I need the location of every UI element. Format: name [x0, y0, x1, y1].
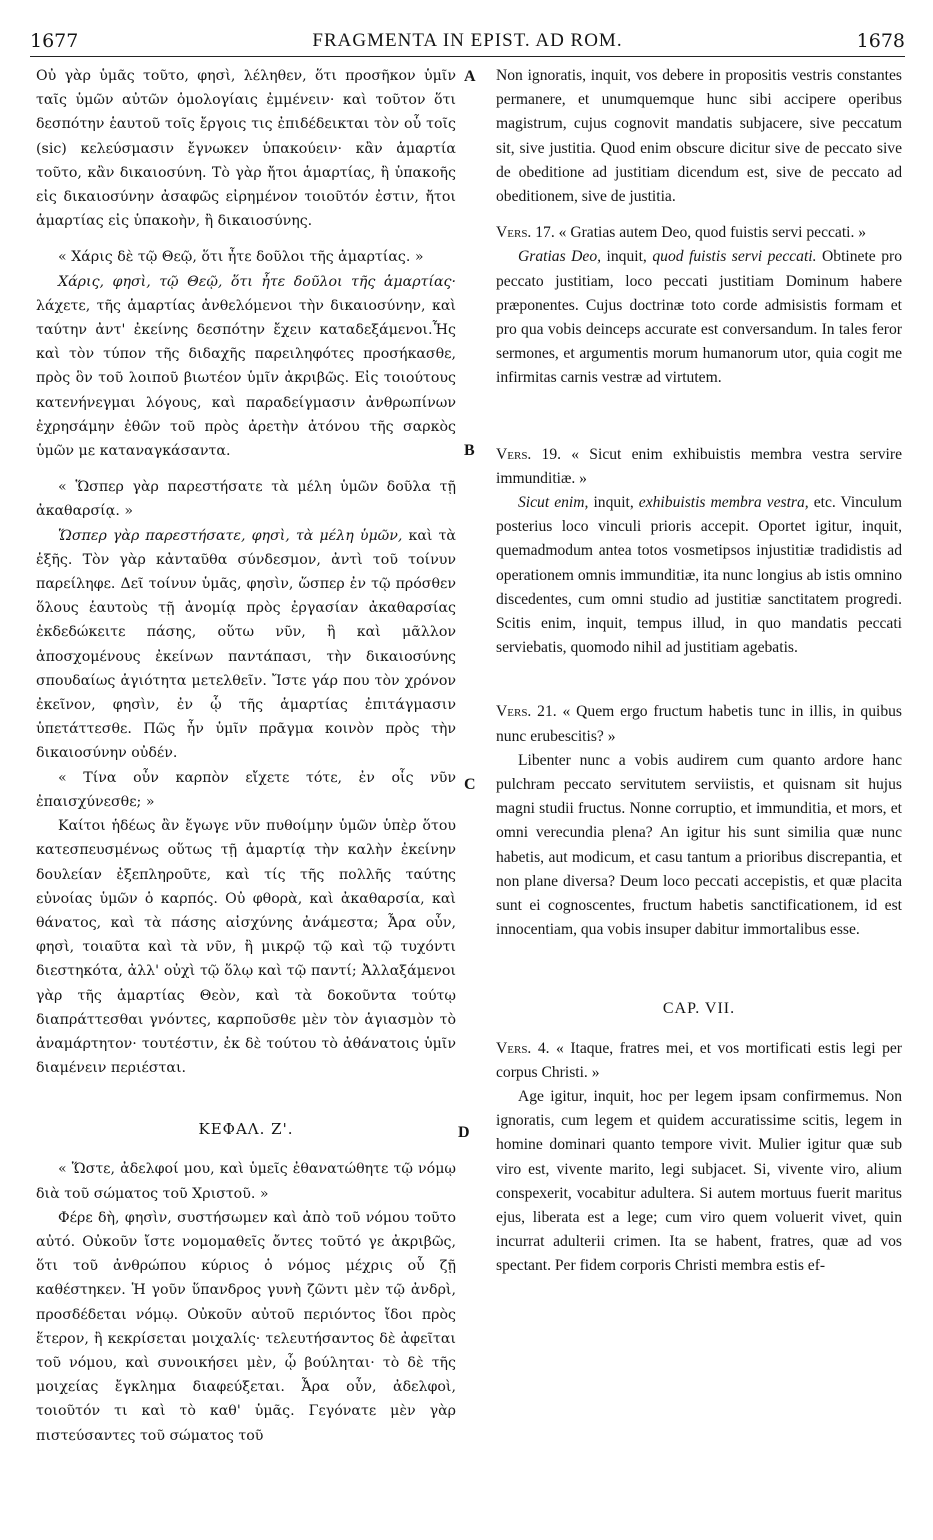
greek-paragraph-2	[36, 270, 456, 464]
greek-column	[36, 64, 456, 1448]
greek-chapter-heading: ΚΕΦΑΛ. Ζ'.	[198, 1120, 294, 1139]
latin-verse-4	[496, 1037, 902, 1085]
latin-inquit-3: inquit,	[588, 494, 639, 512]
margin-marker-d: D	[458, 1124, 470, 1141]
latin-text-3: etc. Vinculum posterius loco vinculi prioris accepit. Oportet igitur, inquit, quemadmodum antea totos vosmetipsos injustitiæ tradidistis ad operationem omnis immunditiæ, ita nunc longius ab istis omnino discedentes, cum omni studio ad justitiæ sanctitatem progredi. Scitis enim, inquit, tempus illud, in quo mandatis peccati serviebatis, quomodo nihil ad justitiam agebatis.	[496, 494, 902, 657]
latin-lemma-2b: quod fuistis servi peccati.	[652, 248, 817, 266]
verse-text-4: « Itaque, fratres mei, et vos mortificati estis legi per corpus Christi. »	[496, 1039, 902, 1081]
greek-paragraph-3	[36, 524, 456, 766]
verse-label-19: Vers. 19.	[496, 445, 562, 463]
greek-quote-5: « Ὥστε, ἀδελφοί μου, καὶ ὑμεῖς ἐθανατώθητε τῷ νόμῳ διὰ τοῦ σώματος τοῦ Χριστοῦ. »	[36, 1161, 456, 1202]
latin-lemma-3b: exhibuistis membra vestra,	[638, 494, 809, 512]
latin-lemma-2: Gratias Deo,	[518, 248, 602, 266]
greek-paragraph-4: Καίτοι ἡδέως ἂν ἔγωγε νῦν πυθοίμην ὑμῶν ὑπὲρ ὅτου κατεσπευσμένως οὕτως τῇ ἁμαρτίᾳ τὴν καλὴν ἐκείνην δουλείαν ἐξεπληροῦτε, καὶ τίς τῆς πολλῆς ταύτης εὐνοίας ὑμῶν ὁ καρπός. Οὐ φθορὰ, καὶ ἀκαθαρσία, καὶ θάνατος, καὶ τὰ πάσης αἰσχύνης ἀνάμεστα; Ἆρα οὖν, φησὶ, τοιαῦτα καὶ τὰ νῦν, ἢ μικρῷ τῷ καὶ τῷ τυχόντι διεστηκότα, ἀλλ' οὐχὶ τῷ ὅλῳ καὶ τῷ παντί; Ἀλλαξάμενοι γὰρ τῆς ἁμαρτίας Θεὸν, καὶ τὰ δοκοῦντα τούτῳ διαπράττεσθαι γνόντες, καρποῦσθε μὲν τὸν ἁγιασμὸν τὸ ἀναμάρτητον· τουτέστιν, ἐκ δὲ τούτου τὸ ἀθάνατοις ὑμῖν διαμένειν περιέσται.	[36, 818, 456, 1077]
latin-paragraph-2	[496, 245, 902, 390]
margin-marker-a: A	[464, 68, 476, 85]
greek-lemma-3: Ὥσπερ γὰρ παρεστήσατε, φησὶ, τὰ μέλη ὑμῶν,	[58, 527, 403, 544]
greek-lemma-2: Χάρις, φησὶ, τῷ Θεῷ, ὅτι ἦτε δοῦλοι τῆς ἁμαρτίας·	[58, 273, 456, 290]
running-title: FRAGMENTA IN EPIST. AD ROM.	[312, 30, 623, 51]
greek-quote-4: « Τίνα οὖν καρπὸν εἴχετε τότε, ἐν οἷς νῦν ἐπαισχύνεσθε; »	[36, 769, 456, 810]
latin-paragraph-4: Libenter nunc a vobis audirem cum quanto ardore hanc pulchram peccato servitutem serviistis, et quisnam sit hujus magni studii fructus. Nonne corruptio, et immunditia, et mors, et omni verecundia plena? An igitur his sunt similia quæ nunc habetis, aut modicum, et casu tantum a prioribus discrepantia, et non plane diversa? Deum loco peccati accepistis, et quæ placita sunt ei cognoscentes, fructum habetis sanctificationem, id est innocentiam, qua vobis insuper dabitur immortalibus esse.	[496, 751, 902, 939]
latin-verse-21	[496, 700, 902, 748]
verse-label-4: Vers. 4.	[496, 1039, 550, 1057]
page-number-left: 1677	[30, 30, 79, 52]
running-header	[30, 30, 905, 57]
page-number-right: 1678	[856, 30, 905, 52]
greek-quote-2: « Χάρις δὲ τῷ Θεῷ, ὅτι ἦτε δοῦλοι τῆς ἁμαρτίας. »	[58, 249, 424, 266]
latin-paragraph-1: Non ignoratis, inquit, vos debere in propositis vestris constantes permanere, et unumquemque hunc sibi accipere operibus magistrum, cujus cognovit mandatis subjacere, sive peccatum sit, sive justitia. Quod enim obscure dicitur sive de peccato sive de obeditione ad justitiam dicendum est, sive de peccato ad obeditionem, sive de justitia.	[496, 67, 902, 206]
margin-marker-b: B	[464, 442, 475, 459]
greek-paragraph-1: Οὐ γὰρ ὑμᾶς τοῦτο, φησὶ, λέληθεν, ὅτι προσῆκον ὑμῖν ταῖς ὑμῶν αὐτῶν ὁμολογίαις ἐμμένειν· καὶ τοῦτον ὅτι δεσπότην ἑαυτοῦ τοῖς ἔργοις τις ἐπιδέδεικται τὸν οὗ τοῖς (sic) κελεύσμασιν ἔγνωκεν ὑπακούειν· κἂν ἁμαρτία τοῦτο, κἂν δικαιοσύνη. Τὸ γὰρ ἤτοι ἁμαρτίας, ἢ ὑπακοῆς εἰς δικαιοσύνην ἀσαφῶς εἰρημένον τοιοῦτόν ἐστιν, ἤτοι ἁμαρτίας εἰς ὑπακοὴν, ἢ δικαιοσύνης.	[36, 68, 456, 230]
latin-inquit-2: inquit,	[601, 248, 653, 266]
latin-chapter-heading: CAP. VII.	[662, 999, 736, 1017]
latin-paragraph-5: Age igitur, inquit, hoc per legem ipsam confirmemus. Non ignoratis, cum legem et quidem accuratissime scitis, legem in homine dominari quanto tempore vivit. Mulier igitur quæ sub viro est, vivente marito, legi subjacet. Si, vivente viro, alium conspexerit, vocabitur adultera. Si autem mortuus fuerit maritus ejus, liberata est a lege; cum viro quem voluerit vivet, quin incurrat adulterii crimen. Ita se habent, fratres, quæ ad vos spectant. Per fidem corporis Christi membra estis ef-	[496, 1087, 902, 1275]
latin-lemma-3: Sicut enim,	[518, 494, 589, 512]
verse-text-17: « Gratias autem Deo, quod fuistis servi peccati. »	[554, 224, 867, 242]
verse-text-19: « Sicut enim exhibuistis membra vestra servire immunditiæ. »	[496, 445, 902, 487]
latin-verse-17	[496, 221, 902, 245]
greek-text-2: λάχετε, τῆς ἁμαρτίας ἀνθελόμενοι τὴν δικαιοσύνην, καὶ ταύτην ἀντ' ἐκείνης δεσπότην ἔχειν καταδεξάμενοι.Ἧς καὶ τὸν τύπον τῆς διδαχῆς παρειληφότες προσήκασθε, πρὸς ὃν τοῦ λοιποῦ βιωτέον ὑμῖν ἀκριβῶς. Εἰς τοιούτους κατενήνεγμαι λόγους, καὶ παραδείγμασιν ἀνθρωπίνων ἐχρησάμην ἐθῶν τοῦ πρὸς ἀρετὴν ἀτόνου τῆς σαρκὸς ὑμῶν με καταναγκάσαντα.	[36, 297, 456, 460]
greek-quote-3: « Ὥσπερ γὰρ παρεστήσατε τὰ μέλη ὑμῶν δοῦλα τῇ ἀκαθαρσίᾳ. »	[36, 479, 456, 520]
verse-label-17: Vers. 17.	[496, 224, 555, 242]
latin-verse-19	[496, 443, 902, 491]
verse-label-21: Vers. 21.	[496, 703, 557, 721]
greek-text-3: καὶ τὰ ἑξῆς. Τὸν γὰρ κἀνταῦθα σύνδεσμον, ἀντὶ τοῦ τοίνυν παρείληφε. Δεῖ τοίνυν ὑμᾶς, φησὶν, ὥσπερ ἐν τῷ πρόσθεν ὅλους ἑαυτοὺς τῇ ἀνομίᾳ πρὸς ἐργασίαν ἀκαθαρσίας ἐκδεδώκειτε πάσης, οὕτω νῦν, ἢ καὶ μᾶλλον ἀποσχομένους ἐκείνων παντάπασι, τὴν δικαιοσύνης σπουδαίως ἁγιότητα μετελθεῖν. Ἴστε γάρ που τὸν χρόνον ἐκεῖνον, φησὶν, ἐν ᾧ τῆς ἁμαρτίας ἐπιτάγμασιν ὑπετάττεσθε. Πῶς ἦν ὑμῖν πρᾶγμα κοινὸν πρὸς τὴν δικαιοσύνην οὐδέν.	[36, 527, 456, 762]
greek-paragraph-5: Φέρε δὴ, φησὶν, συστήσωμεν καὶ ἀπὸ τοῦ νόμου τοῦτο αὐτό. Οὐκοῦν ἴστε νομομαθεῖς ὄντες τοῦτό γε ἀκριβῶς, ὅτι τοῦ ἀνθρώπου κύριος ὁ νόμος μέχρις οὗ ζῇ καθέστηκεν. Ἡ γοῦν ὕπανδρος γυνὴ ζῶντι μὲν τῷ ἀνδρὶ, προσδέδεται νόμῳ. Οὐκοῦν αὐτοῦ περιόντος ἴδοι πρὸς ἕτερον, ἢ κεκρίσεται μοιχαλίς· τελευτήσαντος δὲ ἀφεῖται τοῦ νόμου, καὶ συνοικήσει μὲν, ᾧ βούληται· τὸ δὲ τῆς μοιχείας ἔγκλημα διαφεύξεται. Ἆρα οὖν, ἀδελφοὶ, τοιοῦτόν τι καὶ τὸ καθ' ὑμᾶς. Γεγόνατε μὲν γὰρ πιστεύσαντες τοῦ σώματος τοῦ	[36, 1209, 456, 1444]
latin-column	[496, 64, 902, 1279]
latin-paragraph-3	[496, 491, 902, 660]
verse-text-21: « Quem ergo fructum habetis tunc in illis, in quibus nunc erubescitis? »	[496, 703, 902, 745]
margin-marker-c: C	[464, 776, 476, 793]
latin-text-2: Obtinete pro peccato justitiam, loco peccati justitiam Dominum habere præponentes. Cujus doctrinæ toto corde admisistis formam et pro qua vobis deinceps accurate est conversandum. In tales feror sermones, et argumentis morum humanorum utor, quia cogit me infirmitas carnis vestræ ad virtutem.	[496, 248, 903, 387]
